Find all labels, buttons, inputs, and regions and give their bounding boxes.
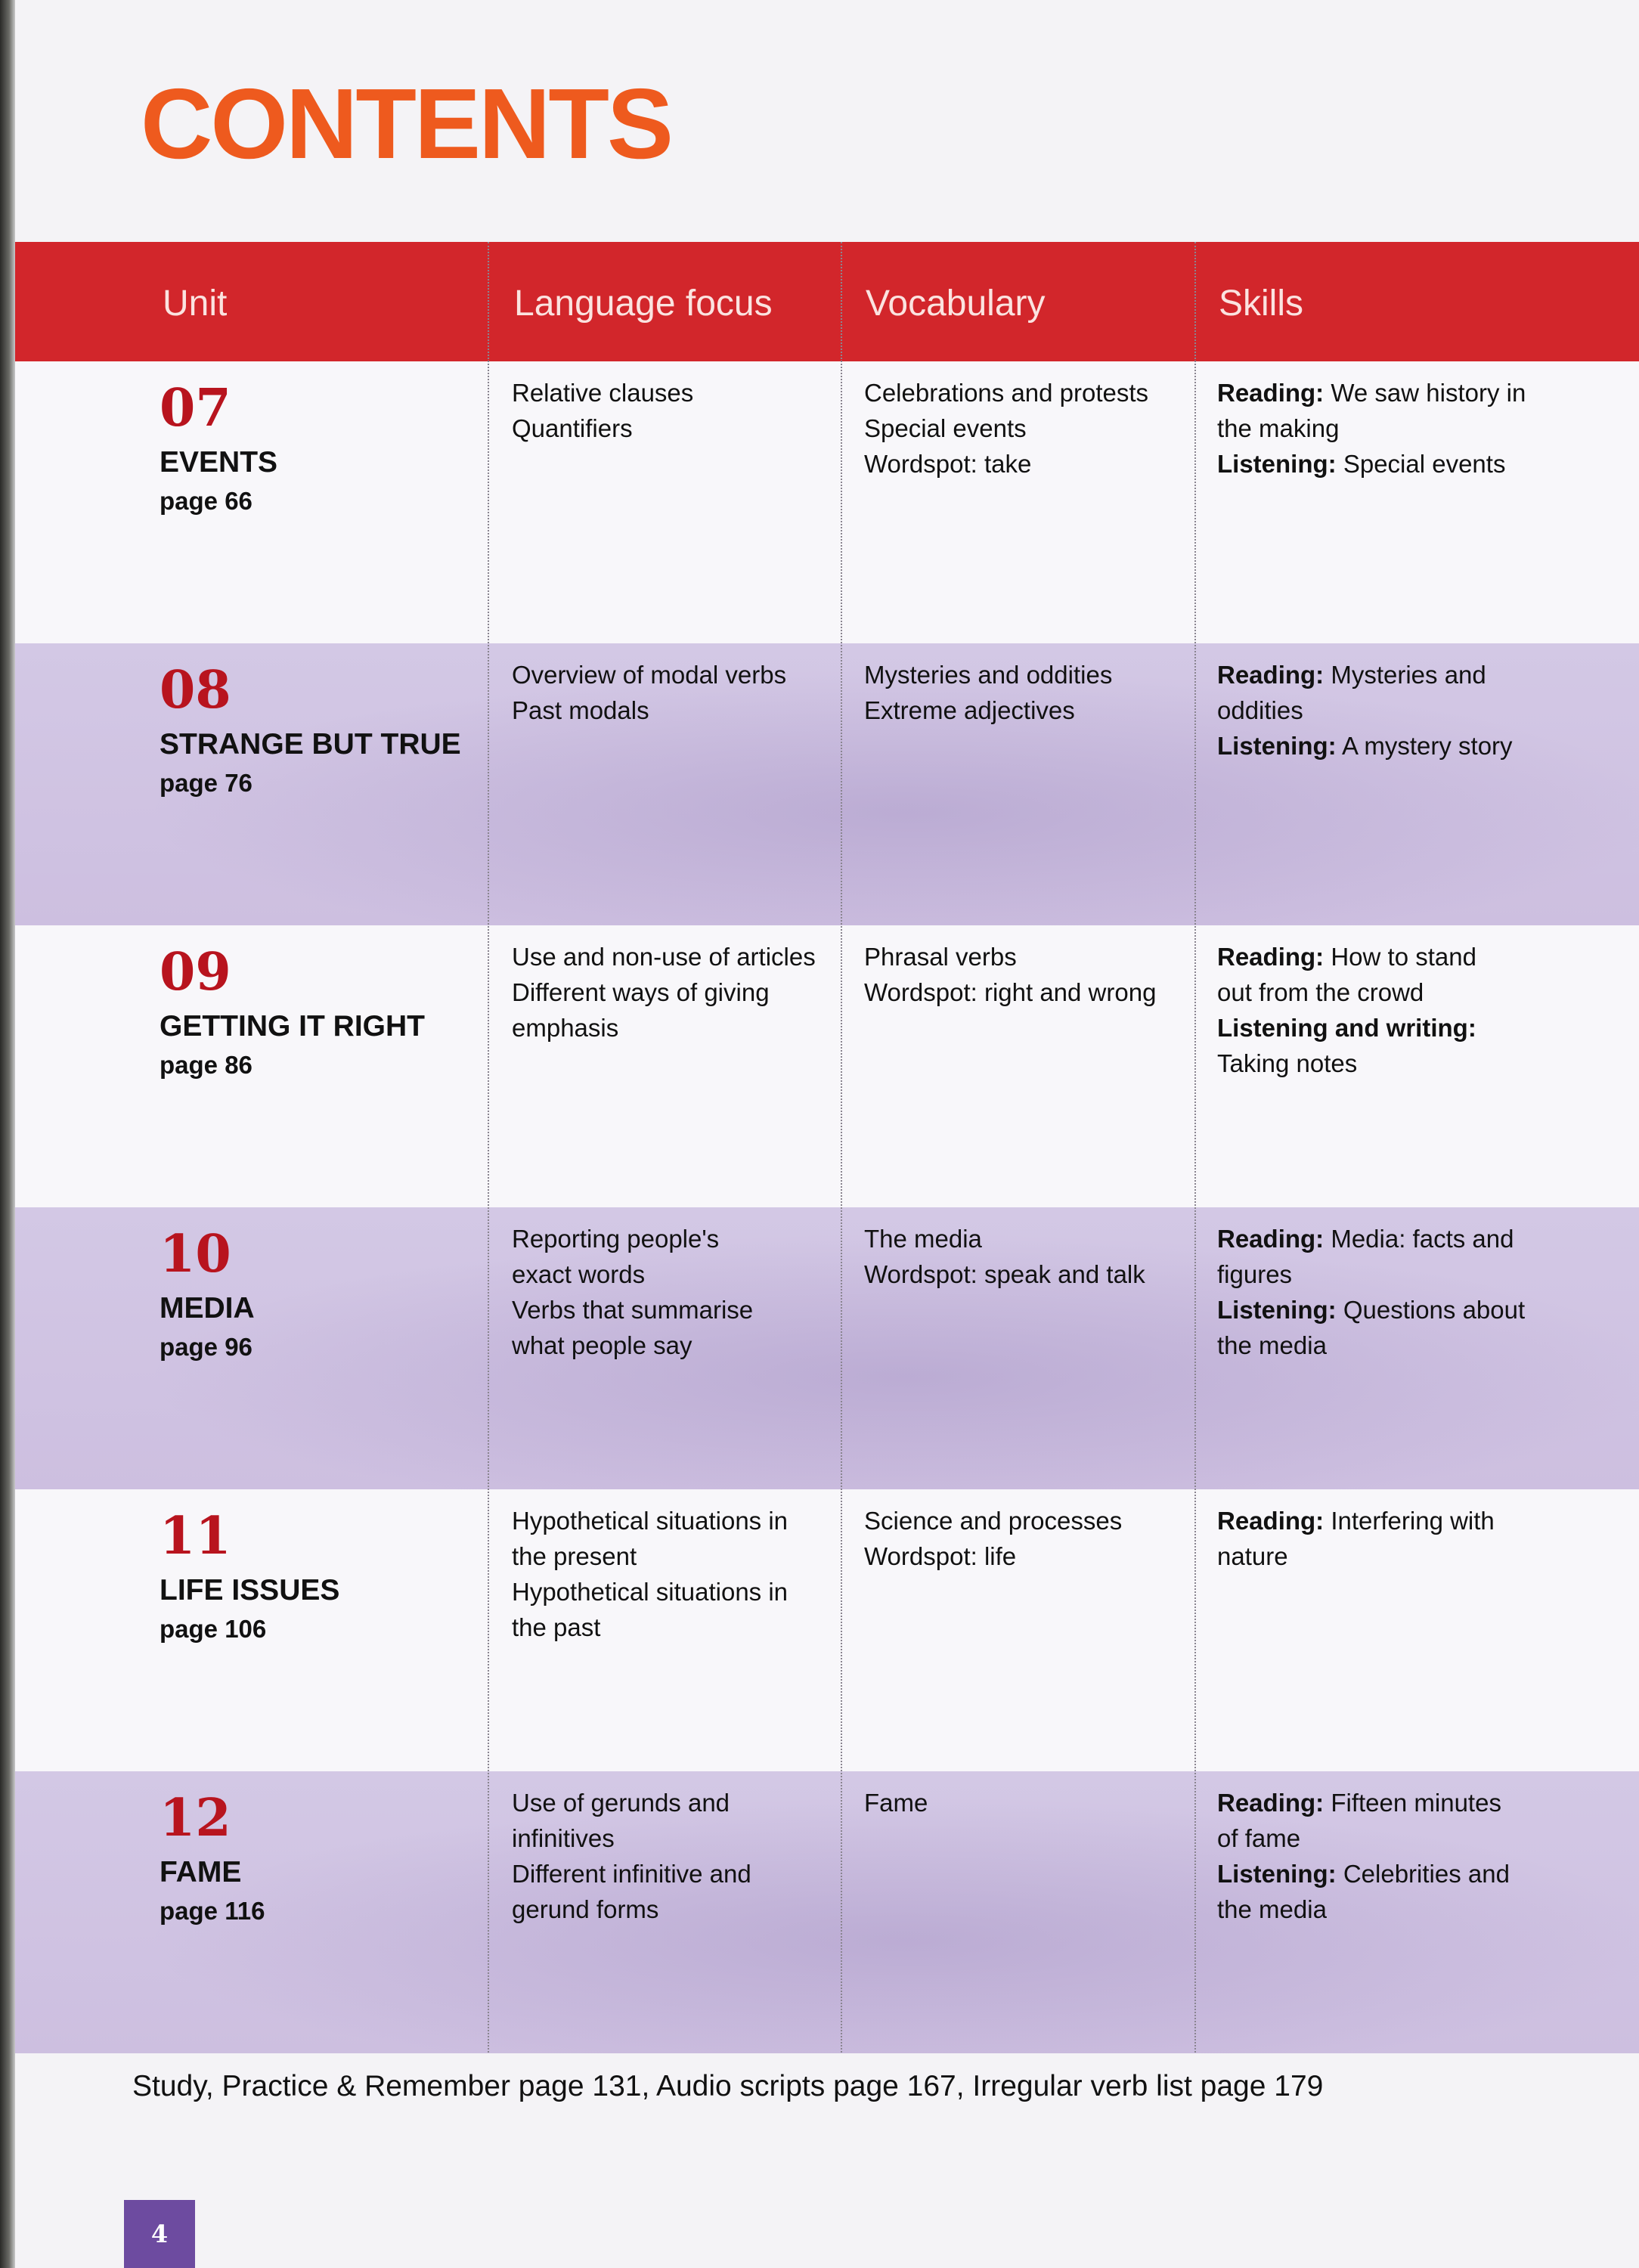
vocabulary-cell <box>864 375 1197 482</box>
language-focus-cell-line: exact words <box>512 1260 646 1288</box>
skills-cell-line <box>1217 1292 1550 1328</box>
language-focus-cell <box>512 1503 844 1645</box>
unit-page: page 96 <box>160 1333 253 1361</box>
skills-cell-line <box>1217 939 1550 974</box>
skill-text: A mystery story <box>1336 732 1513 760</box>
skill-text: We saw history in <box>1324 379 1526 407</box>
skill-label: Reading: <box>1217 1225 1325 1253</box>
skill-text: the media <box>1217 1331 1327 1359</box>
skills-cell <box>1217 1503 1550 1574</box>
table-row <box>15 361 1639 643</box>
unit-number: 08 <box>160 660 231 720</box>
skill-text: nature <box>1217 1542 1288 1570</box>
skill-label: Listening: <box>1217 1296 1337 1324</box>
footer-references: Study, Practice & Remember page 131, Audio scripts page 167, Irregular verb list page 179 <box>132 2070 1324 2102</box>
vocabulary-cell-line: Wordspot: right and wrong <box>864 978 1157 1006</box>
vocabulary-cell-line: Phrasal verbs <box>864 943 1017 971</box>
skills-cell-line <box>1217 446 1550 482</box>
unit-name: STRANGE BUT TRUE <box>160 728 461 761</box>
skills-cell <box>1217 375 1550 482</box>
language-focus-cell-line: Quantifiers <box>512 414 633 442</box>
language-focus-cell-line: what people say <box>512 1331 692 1359</box>
skill-text: Special events <box>1336 450 1506 478</box>
language-focus-cell <box>512 939 844 1046</box>
header-skills: Skills <box>1219 284 1304 324</box>
skills-cell-line <box>1217 728 1550 764</box>
table-row <box>15 1489 1639 1771</box>
vocabulary-cell-line: Fame <box>864 1789 928 1817</box>
skills-cell <box>1217 939 1550 1081</box>
skills-cell-line <box>1217 1820 1550 1856</box>
vocabulary-cell-line: Extreme adjectives <box>864 696 1075 724</box>
skill-text: figures <box>1217 1260 1293 1288</box>
language-focus-cell-line: Hypothetical situations in <box>512 1507 789 1535</box>
skill-label: Reading: <box>1217 943 1325 971</box>
language-focus-cell-line: Different ways of giving <box>512 978 770 1006</box>
skill-text: Interfering with <box>1324 1507 1495 1535</box>
column-divider <box>841 242 842 2053</box>
skill-text: of fame <box>1217 1824 1301 1852</box>
language-focus-cell-line: Past modals <box>512 696 649 724</box>
skill-text: Mysteries and <box>1324 661 1486 689</box>
language-focus-cell <box>512 375 844 446</box>
skill-text: out from the crowd <box>1217 978 1424 1006</box>
unit-name: GETTING IT RIGHT <box>160 1010 425 1043</box>
unit-name: MEDIA <box>160 1292 255 1325</box>
unit-page: page 76 <box>160 769 253 797</box>
language-focus-cell-line: Relative clauses <box>512 379 694 407</box>
language-focus-cell <box>512 1221 844 1363</box>
unit-name: EVENTS <box>160 446 278 479</box>
vocabulary-cell <box>864 1503 1197 1574</box>
skill-text: the media <box>1217 1895 1327 1923</box>
vocabulary-cell-line: Celebrations and protests <box>864 379 1149 407</box>
skill-text: the making <box>1217 414 1340 442</box>
skill-label: Listening: <box>1217 450 1337 478</box>
table-row <box>15 925 1639 1207</box>
header-unit: Unit <box>163 284 228 324</box>
skill-text: Questions about <box>1336 1296 1526 1324</box>
skills-cell-line <box>1217 375 1550 411</box>
unit-name: FAME <box>160 1856 242 1888</box>
header-language-focus: Language focus <box>514 284 773 324</box>
skills-cell-line <box>1217 657 1550 692</box>
table-row <box>15 643 1639 925</box>
table-row <box>15 1771 1639 2053</box>
language-focus-cell-line: Use and non-use of articles <box>512 943 816 971</box>
skill-label: Reading: <box>1217 1789 1325 1817</box>
vocabulary-cell <box>864 657 1197 728</box>
skill-text: How to stand <box>1324 943 1476 971</box>
skill-label: Reading: <box>1217 379 1325 407</box>
column-divider <box>488 242 489 2053</box>
vocabulary-cell <box>864 1785 1197 1820</box>
vocabulary-cell-line: The media <box>864 1225 982 1253</box>
unit-page: page 86 <box>160 1051 253 1079</box>
skills-cell-line <box>1217 1785 1550 1820</box>
language-focus-cell-line: gerund forms <box>512 1895 659 1923</box>
language-focus-cell-line: Overview of modal verbs <box>512 661 787 689</box>
skills-cell-line <box>1217 1503 1550 1538</box>
vocabulary-cell <box>864 1221 1197 1292</box>
language-focus-cell-line: Verbs that summarise <box>512 1296 754 1324</box>
language-focus-cell-line: Use of gerunds and <box>512 1789 730 1817</box>
skills-cell-line <box>1217 692 1550 728</box>
unit-number: 12 <box>160 1788 231 1848</box>
page-title: CONTENTS <box>141 68 671 179</box>
skill-label: Listening: <box>1217 732 1337 760</box>
skills-cell-line <box>1217 974 1550 1010</box>
language-focus-cell-line: infinitives <box>512 1824 615 1852</box>
book-binding <box>0 0 15 2268</box>
unit-number: 07 <box>160 378 231 438</box>
vocabulary-cell-line: Wordspot: take <box>864 450 1032 478</box>
skill-label: Reading: <box>1217 1507 1325 1535</box>
unit-page: page 66 <box>160 487 253 515</box>
vocabulary-cell-line: Mysteries and oddities <box>864 661 1113 689</box>
page-number: 4 <box>124 2200 195 2268</box>
skills-cell <box>1217 1221 1550 1363</box>
language-focus-cell-line: the present <box>512 1542 637 1570</box>
skills-cell-line <box>1217 411 1550 446</box>
unit-page: page 106 <box>160 1615 267 1643</box>
unit-number: 09 <box>160 942 231 1002</box>
skill-text: Media: facts and <box>1324 1225 1514 1253</box>
language-focus-cell-line: the past <box>512 1613 601 1641</box>
language-focus-cell <box>512 1785 844 1927</box>
vocabulary-cell-line: Wordspot: life <box>864 1542 1017 1570</box>
skill-text: oddities <box>1217 696 1303 724</box>
column-divider <box>1194 242 1196 2053</box>
skills-cell-line <box>1217 1256 1550 1292</box>
contents-table <box>15 242 1639 2053</box>
skills-cell-line <box>1217 1538 1550 1574</box>
language-focus-cell-line: emphasis <box>512 1014 619 1042</box>
unit-name: LIFE ISSUES <box>160 1574 340 1606</box>
language-focus-cell-line: Hypothetical situations in <box>512 1578 789 1606</box>
skills-cell <box>1217 657 1550 764</box>
skills-cell <box>1217 1785 1550 1927</box>
skills-cell-line <box>1217 1856 1550 1892</box>
language-focus-cell-line: Different infinitive and <box>512 1860 751 1888</box>
table-row <box>15 1207 1639 1489</box>
header-vocabulary: Vocabulary <box>866 284 1046 324</box>
unit-number: 10 <box>160 1224 231 1284</box>
vocabulary-cell-line: Wordspot: speak and talk <box>864 1260 1145 1288</box>
unit-number: 11 <box>160 1506 231 1566</box>
skills-cell-line <box>1217 1046 1550 1081</box>
skill-label: Listening and writing: <box>1217 1014 1476 1042</box>
skill-label: Listening: <box>1217 1860 1337 1888</box>
vocabulary-cell-line: Science and processes <box>864 1507 1123 1535</box>
skills-cell-line <box>1217 1328 1550 1363</box>
language-focus-cell <box>512 657 844 728</box>
vocabulary-cell <box>864 939 1197 1010</box>
vocabulary-cell-line: Special events <box>864 414 1027 442</box>
table-header <box>15 242 1639 361</box>
skills-cell-line <box>1217 1010 1550 1046</box>
skills-cell-line <box>1217 1892 1550 1927</box>
skills-cell-line <box>1217 1221 1550 1256</box>
language-focus-cell-line: Reporting people's <box>512 1225 720 1253</box>
skill-text: Fifteen minutes <box>1324 1789 1501 1817</box>
unit-page: page 116 <box>160 1897 265 1925</box>
skill-text: Taking notes <box>1217 1049 1358 1077</box>
skill-label: Reading: <box>1217 661 1325 689</box>
skill-text: Celebrities and <box>1336 1860 1510 1888</box>
